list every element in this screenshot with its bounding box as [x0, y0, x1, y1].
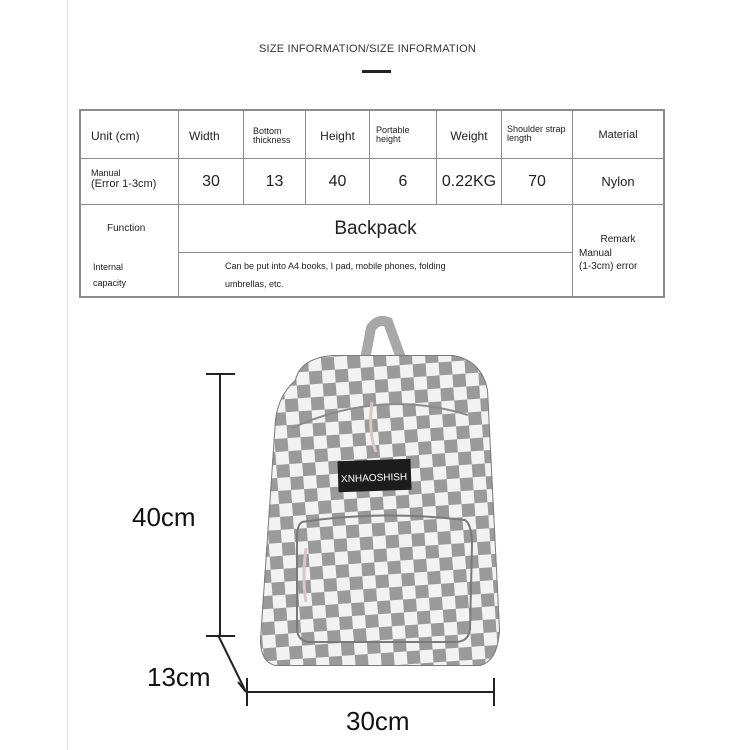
depth-dimension	[218, 635, 246, 692]
height-dimension	[206, 374, 235, 636]
unit-label: Unit (cm)	[91, 129, 140, 143]
value-material: Nylon	[601, 174, 635, 189]
value-portable: 6	[398, 172, 408, 190]
remark-line2: (1-3cm) error	[579, 261, 638, 272]
unit-note-line1: Manual	[91, 168, 121, 178]
col-portable-label: Portable height	[376, 125, 410, 144]
value-bottom: 13	[265, 172, 284, 190]
function-label: Function	[107, 223, 146, 234]
remark-line1: Manual	[579, 248, 612, 259]
col-height-label: Height	[320, 129, 355, 143]
remark-value	[573, 245, 663, 275]
internal-value-line2: umbrellas, etc.	[225, 278, 284, 289]
value-height: 40	[328, 172, 347, 190]
col-weight-label: Weight	[450, 129, 488, 143]
internal-label-line1: Internal	[93, 261, 124, 272]
unit-note	[81, 159, 178, 199]
internal-value-line1: Can be put into A4 books, I pad, mobile phones, folding	[225, 260, 446, 271]
remark-label: Remark	[600, 234, 636, 245]
unit-note-line2: (Error 1-3cm)	[91, 178, 157, 190]
title-underline	[362, 70, 391, 73]
col-width-label: Width	[189, 129, 220, 143]
brand-tag-text: XNHAOSHISH	[340, 471, 408, 486]
internal-label	[81, 253, 178, 296]
col-strap-label: Shoulder strap length	[507, 124, 566, 143]
material-label: Material	[598, 128, 638, 141]
width-dimension-label: 30cm	[346, 706, 410, 736]
size-spec-table	[79, 109, 665, 298]
function-value: Backpack	[334, 217, 417, 239]
value-weight: 0.22KG	[441, 172, 497, 190]
page-edge-line	[67, 0, 68, 750]
depth-dimension-label: 13cm	[147, 662, 211, 692]
height-dimension-label: 40cm	[132, 502, 196, 532]
brand-tag	[337, 459, 411, 493]
col-bottom-label: Bottom thickness	[253, 126, 291, 145]
value-strap: 70	[528, 172, 546, 190]
internal-value	[179, 253, 572, 296]
value-width: 30	[202, 172, 220, 190]
internal-label-line2: capacity	[93, 277, 127, 288]
page-title: SIZE INFORMATION/SIZE INFORMATION	[258, 43, 477, 55]
width-dimension	[247, 678, 494, 706]
